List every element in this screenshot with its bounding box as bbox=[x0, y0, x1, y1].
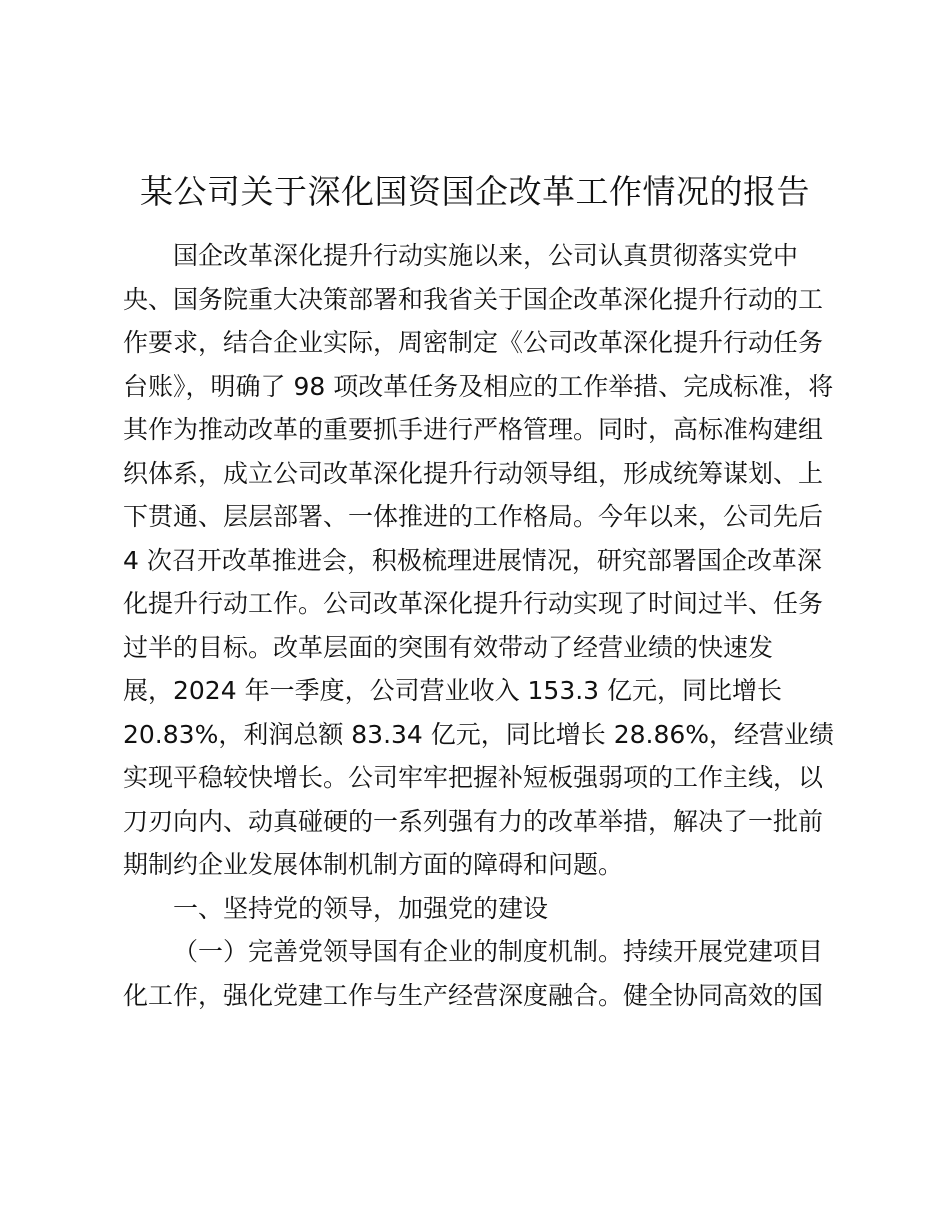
paragraph-line: 化工作，强化党建工作与生产经营深度融合。健全协同高效的国 bbox=[123, 980, 824, 1010]
paragraph-line: 展，2024 年一季度，公司营业收入 153.3 亿元，同比增长 bbox=[123, 676, 783, 705]
paragraph-line: 刀刃向内、动真碰硬的一系列强有力的改革举措，解决了一批前 bbox=[123, 806, 824, 836]
paragraph-line: 国企改革深化提升行动实施以来，公司认真贯彻落实党中 bbox=[173, 241, 799, 270]
paragraph-line: 化提升行动工作。公司改革深化提升行动实现了时间过半、任务 bbox=[123, 589, 824, 618]
subsection-line: （一）完善党领导国有企业的制度机制。持续开展党建项目 bbox=[173, 937, 824, 966]
paragraph-line: 期制约企业发展体制机制方面的障碍和问题。 bbox=[123, 850, 624, 879]
section-heading: 一、坚持党的领导，加强党的建设 bbox=[173, 893, 549, 923]
paragraph-line: 过半的目标。改革层面的突围有效带动了经营业绩的快速发 bbox=[123, 632, 774, 662]
document-title: 某公司关于深化国资国企改革工作情况的报告 bbox=[140, 172, 810, 211]
paragraph-line: 织体系，成立公司改革深化提升行动领导组，形成统筹谋划、上 bbox=[123, 458, 824, 488]
document-body bbox=[123, 234, 843, 1017]
paragraph-line: 台账》，明确了 98 项改革任务及相应的工作举措、完成标准，将 bbox=[123, 371, 834, 401]
paragraph-line: 其作为推动改革的重要抓手进行严格管理。同时，高标准构建组 bbox=[123, 415, 824, 444]
paragraph-line: 央、国务院重大决策部署和我省关于国企改革深化提升行动的工 bbox=[123, 284, 824, 314]
paragraph-line: 实现平稳较快增长。公司牢牢把握补短板强弱项的工作主线，以 bbox=[123, 763, 824, 792]
paragraph-line: 20.83%，利润总额 83.34 亿元，同比增长 28.86%，经营业绩 bbox=[123, 719, 835, 749]
paragraph-line: 下贯通、层层部署、一体推进的工作格局。今年以来，公司先后 bbox=[123, 502, 824, 531]
paragraph-line: 作要求，结合企业实际，周密制定《公司改革深化提升行动任务 bbox=[123, 328, 824, 357]
paragraph-line: 4 次召开改革推进会，积极梳理进展情况，研究部署国企改革深 bbox=[123, 545, 822, 575]
